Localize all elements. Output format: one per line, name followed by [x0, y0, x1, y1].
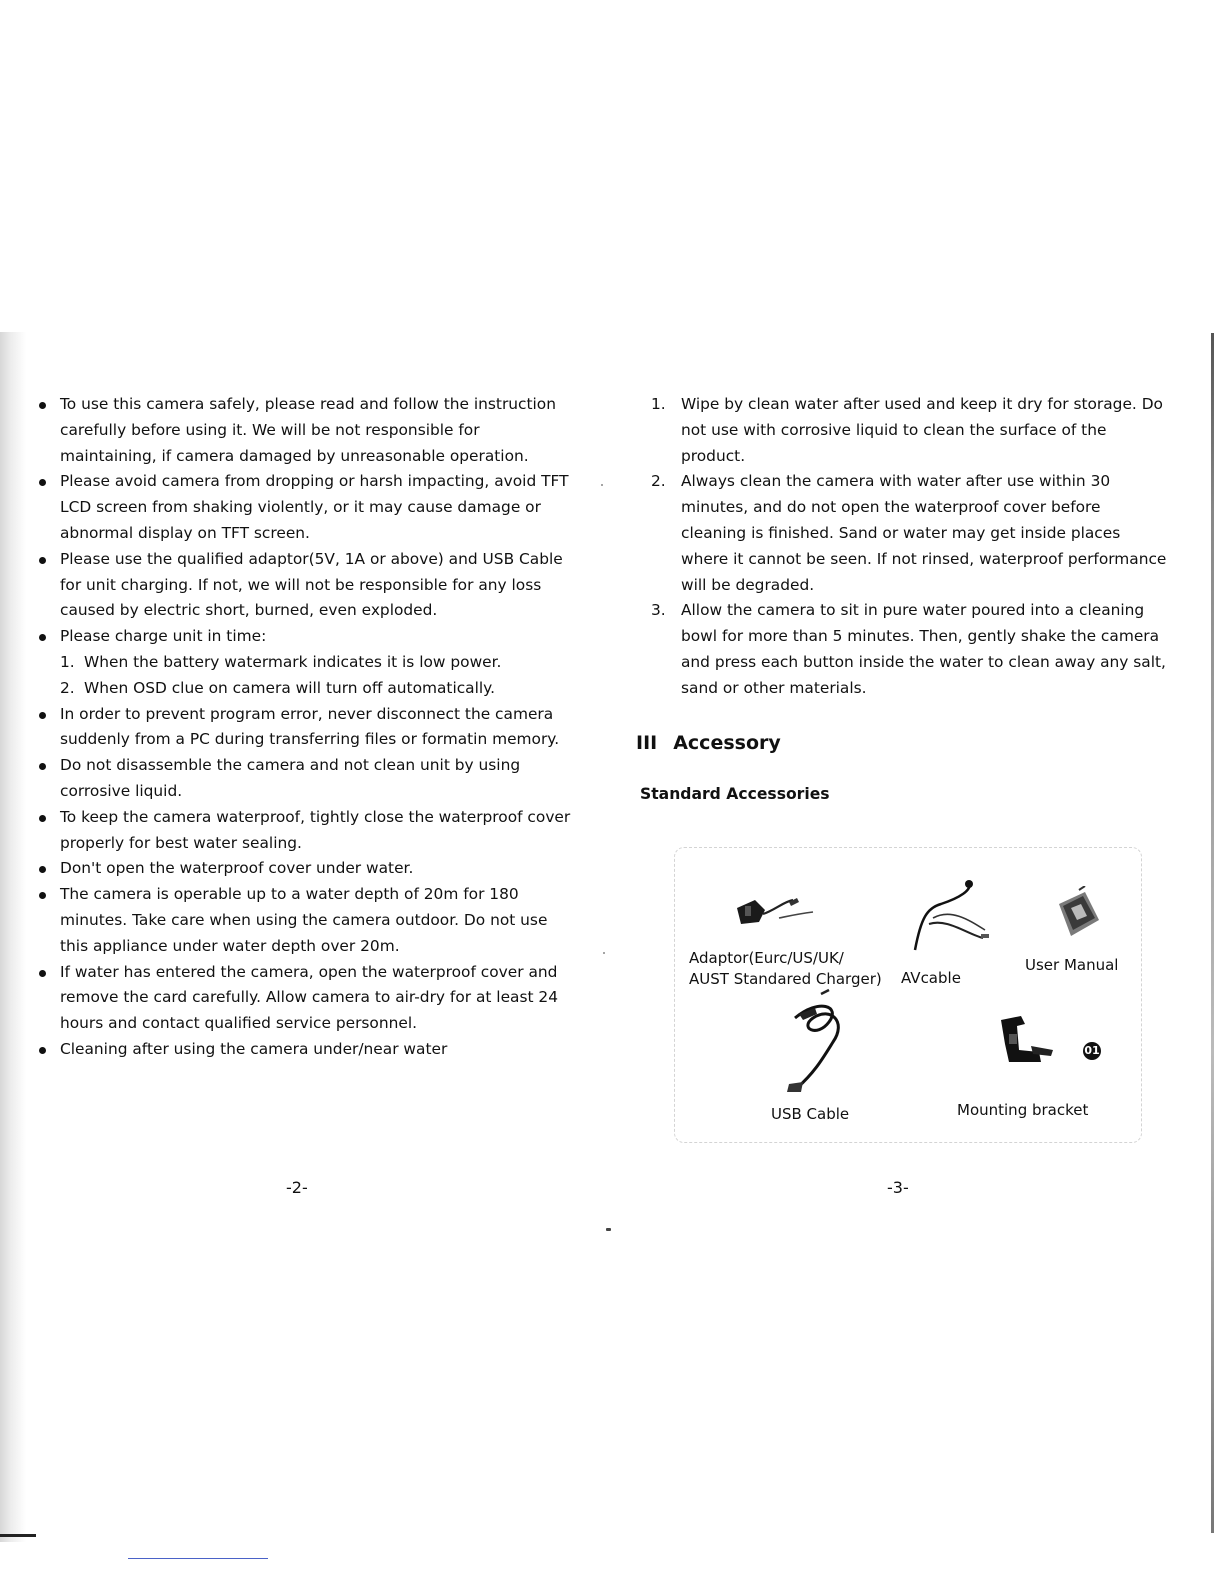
bullet-text: To keep the camera waterproof, tightly close the waterproof cover properly for best water sealing. — [60, 807, 571, 852]
adaptor-label-line2: AUST Standared Charger) — [689, 970, 882, 988]
step-text: Allow the camera to sit in pure water poured into a cleaning bowl for more than 5 minutes. Then, gently shake the camera and press each button inside the water to clean away any salt, sand or other materials. — [681, 601, 1166, 697]
step-text: Always clean the camera with water after use within 30 minutes, and do not open the waterproof cover before cleaning is finished. Sand or water may get inside places where it cannot be seen. If not rinsed, waterproof performance will be degraded. — [681, 472, 1167, 594]
safety-bullet-list — [36, 392, 576, 650]
sublist-item — [60, 650, 576, 676]
step-item — [630, 469, 1170, 598]
bullet-item — [36, 1037, 576, 1063]
user-manual-icon — [1049, 886, 1105, 946]
bullet-text: Please avoid camera from dropping or harsh impacting, avoid TFT LCD screen from shaking violently, or it may cause damage or abnormal display on TFT screen. — [60, 472, 569, 542]
scan-shadow-right — [1211, 333, 1214, 1533]
stray-underline — [128, 1558, 268, 1559]
bullet-item — [36, 805, 576, 857]
bullet-item — [36, 960, 576, 1037]
accessories-panel — [674, 847, 1142, 1143]
usb-cable-label: USB Cable — [771, 1105, 850, 1123]
charge-sublist — [36, 650, 576, 702]
usb-cable-icon — [775, 988, 859, 1098]
sublist-item — [60, 676, 576, 702]
section-numeral: III — [636, 732, 658, 754]
av-cable-icon — [907, 878, 991, 958]
section-heading — [636, 732, 781, 754]
bullet-item — [36, 753, 576, 805]
bracket-badge-text: 01 — [1084, 1044, 1100, 1057]
step-number: 1. — [651, 395, 666, 413]
bullet-item — [36, 882, 576, 959]
scan-shadow-left — [0, 332, 26, 1542]
user-manual-label: User Manual — [1025, 956, 1119, 974]
left-page — [36, 392, 576, 1063]
step-number: 2. — [651, 472, 666, 491]
bullet-text: Please use the qualified adaptor(5V, 1A or above) and USB Cable for unit charging. If not, we will not be responsible for any loss caused by electric short, burned, even exploded. — [60, 549, 563, 620]
step-item — [630, 392, 1170, 469]
sublist-text: When the battery watermark indicates it is low power. — [84, 652, 502, 671]
bullet-text: If water has entered the camera, open the waterproof cover and remove the card carefully. Allow camera to air-dry for at least 24 hours and contact qualified service personnel. — [60, 962, 559, 1033]
bullet-item — [36, 856, 576, 882]
cleaning-steps — [630, 392, 1170, 702]
av-cable-label: AVcable — [901, 969, 961, 987]
bullet-text: Cleaning after using the camera under/near water — [60, 1039, 448, 1058]
sublist-text: When OSD clue on camera will turn off automatically. — [84, 678, 495, 697]
page-number-left: -2- — [286, 1178, 308, 1197]
step-text: Wipe by clean water after used and keep it dry for storage. Do not use with corrosive liquid to clean the surface of the product. — [681, 395, 1163, 465]
subsection-heading: Standard Accessories — [640, 785, 830, 803]
bullet-text: Please charge unit in time: — [60, 627, 267, 646]
bullet-text: Do not disassemble the camera and not clean unit by using corrosive liquid. — [60, 756, 521, 800]
bullet-item — [36, 624, 576, 650]
bullet-text: In order to prevent program error, never disconnect the camera suddenly from a PC during transferring files or formatin memory. — [60, 704, 560, 749]
bullet-item — [36, 547, 576, 624]
gutter-speck — [601, 484, 603, 486]
bullet-item — [36, 702, 576, 754]
mounting-bracket-icon — [995, 1014, 1061, 1066]
bullet-text: To use this camera safely, please read and follow the instruction carefully before using it. We will be not responsible for maintaining, if camera damaged by unreasonable operation. — [60, 395, 556, 465]
gutter-speck — [606, 1228, 611, 1231]
adaptor-label-line1: Adaptor(Eurc/US/UK/ — [689, 949, 844, 967]
page-number-right: -3- — [887, 1178, 909, 1197]
step-item — [630, 598, 1170, 701]
scan-edge-mark — [0, 1534, 36, 1537]
gutter-speck — [603, 952, 605, 954]
section-title: Accessory — [673, 732, 781, 754]
right-page — [630, 392, 1170, 1192]
mounting-bracket-label: Mounting bracket — [957, 1101, 1089, 1119]
bullet-item — [36, 469, 576, 546]
step-number: 3. — [651, 601, 666, 620]
bullet-item — [36, 392, 576, 469]
sublist-number: 1. — [60, 652, 75, 671]
bracket-badge — [1083, 1042, 1101, 1060]
bullet-text: Don't open the waterproof cover under water. — [60, 859, 414, 878]
sublist-number: 2. — [60, 678, 75, 697]
adaptor-icon — [731, 888, 823, 936]
safety-bullet-list-continued — [36, 702, 576, 1063]
bullet-text: The camera is operable up to a water depth of 20m for 180 minutes. Take care when using the camera outdoor. Do not use this appliance under water depth over 20m. — [60, 885, 548, 955]
